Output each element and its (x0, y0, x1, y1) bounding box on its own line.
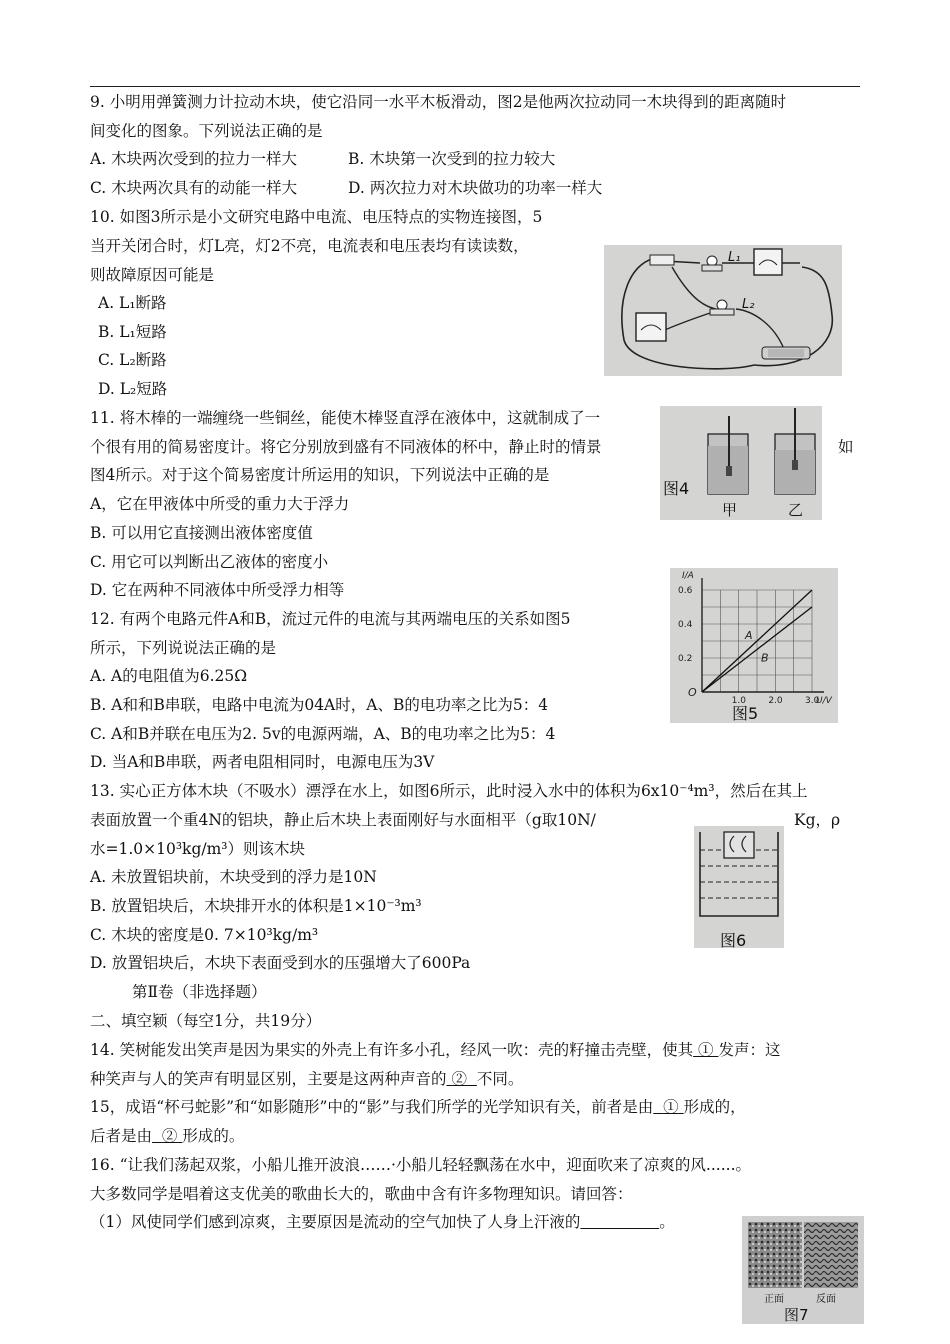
q9-stem-line2: 间变化的图象。下列说法正确的是 (90, 122, 323, 140)
q11-option-d: D. 它在两种不同液体中所受浮力相等 (90, 581, 345, 599)
q14-blank2: ② (451, 1070, 467, 1088)
q10-option-a: A. L₁断路 (98, 294, 167, 312)
q14-line1-text: 14. 笑树能发出笑声是因为果实的外壳上有许多小孔，经风一吹：壳的籽撞击壳壁，使其 (90, 1041, 694, 1059)
circuit-diagram (604, 245, 842, 376)
label-back: 反面 (816, 1294, 836, 1305)
q12-option-c: C. A和B并联在电压为2. 5v的电源两端，A、B的电功率之比为5：4 (90, 725, 556, 743)
iu-chart (670, 568, 838, 723)
q15-line1-text: 15，成语“杯弓蛇影”和“如影随形”中的“影”与我们所学的光学知识有关，前者是由 (90, 1098, 654, 1116)
q14-line2 (90, 1069, 523, 1089)
q16-blank (580, 1213, 659, 1231)
q14-line1-end: 发声：这 (718, 1041, 781, 1059)
q12-stem-line2: 所示，下列说说法正确的是 (90, 639, 277, 657)
y-tick-label: 0.6 (678, 586, 693, 596)
q12-option-a: A. A的电阻值为6.25Ω (90, 667, 248, 685)
q11-option-a: A，它在甲液体中所受的重力大于浮力 (90, 495, 350, 513)
q15-line2 (90, 1126, 244, 1146)
figure-5-chart (670, 568, 838, 723)
q10-option-c: C. L₂断路 (98, 351, 167, 369)
q16-line2: 大多数同学是唱着这支优美的歌曲长大的，歌曲中含有许多物理知识。请回答： (90, 1185, 633, 1203)
q14-blank1: ① (698, 1041, 714, 1059)
label-jia: 甲 (722, 501, 738, 519)
series-label-A: A (745, 629, 753, 642)
volume-title: 第Ⅱ卷（非选择题） (132, 983, 267, 1001)
x-axis-label: U/V (816, 696, 832, 706)
figure-4-density-meter (660, 406, 822, 520)
q9-option-a: A. 木块两次受到的拉力一样大 (90, 150, 298, 168)
label-l2: L₂ (742, 297, 755, 312)
x-tick-label: 2.0 (768, 696, 783, 706)
q15-blank2: ② (161, 1127, 178, 1145)
y-tick-label: 0.2 (678, 654, 693, 664)
section-heading: 二、填空颖（每空1分，共19分） (90, 1012, 322, 1030)
q11-stem-line2-tail: 如 (838, 438, 854, 456)
q15-line1 (90, 1097, 746, 1117)
q16-sub1-text: （1）风使同学们感到凉爽，主要原因是流动的空气加快了人身上汗液的 (90, 1213, 581, 1231)
header-rule (90, 86, 860, 87)
q13-option-c: C. 木块的密度是0. 7×10³kg/m³ (90, 926, 319, 944)
figure-7-texture (742, 1216, 864, 1324)
q12-option-b: B. A和和B串联，电路中电流为04A时，A、B的电功率之比为5：4 (90, 696, 549, 714)
series-label-B: B (761, 651, 769, 665)
q15-line2-end: 形成的。 (182, 1127, 245, 1145)
origin-label: O (688, 686, 697, 699)
q11-stem-line1: 11. 将木棒的一端缠绕一些铜丝，能使木棒竖直浮在液体中，这就制成了一 (90, 409, 601, 427)
y-tick-label: 0.4 (678, 620, 693, 630)
q15-blank1: ① (663, 1098, 679, 1116)
q10-stem-line2: 当开关闭合时，灯L亮，灯2不亮，电流表和电压表均有读读数， (90, 237, 529, 255)
q13-option-a: A. 未放置铝块前，木块受到的浮力是10N (90, 868, 377, 886)
q11-option-b: B. 可以用它直接测出液体密度值 (90, 524, 313, 542)
figure-7-caption: 图7 (784, 1306, 809, 1324)
q16-sub1-end: 。 (659, 1213, 675, 1231)
q11-option-c: C. 用它可以判断出乙液体的密度小 (90, 553, 329, 571)
q10-stem-line3: 则故障原因可能是 (90, 266, 215, 284)
label-l1: L₁ (728, 250, 741, 265)
q14-line2-end: 不同。 (476, 1070, 524, 1088)
q14-line1 (90, 1040, 781, 1060)
q13-stem-line2-tail: Kg，ρ (794, 811, 841, 829)
figure-5-caption: 图5 (732, 704, 759, 723)
q15-line1-end: 形成的， (683, 1098, 746, 1116)
x-tick-label: 1.0 (731, 696, 746, 706)
x-tick-label: 3.0 (805, 696, 820, 706)
q16-line1: 16. “让我们荡起双浆，小船儿推开波浪……·小船儿轻轻飘荡在水中，迎面吹来了凉爽的风......。 (90, 1156, 751, 1174)
q11-stem-line2: 个很有用的简易密度计。将它分别放到盛有不同液体的杯中，静止时的情景 (90, 438, 602, 456)
q11-stem-line3: 图4所示。对于这个简易密度计所运用的知识，下列说法中正确的是 (90, 466, 550, 484)
q12-stem-line1: 12. 有两个电路元件A和B，流过元件的电流与其两端电压的关系如图5 (90, 610, 571, 628)
figure-3-circuit (604, 245, 842, 376)
label-front: 正面 (764, 1294, 784, 1305)
q15-line2-text: 后者是由 (90, 1127, 153, 1145)
q9-option-c: C. 木块两次具有的动能一样大 (90, 179, 298, 197)
figure-6-block (694, 826, 784, 948)
figure-6-caption: 图6 (720, 931, 747, 950)
q13-option-d: D. 放置铝块后，木块下表面受到水的压强增大了600Pa (90, 954, 471, 972)
label-yi: 乙 (788, 501, 804, 519)
q16-sub1 (90, 1212, 675, 1232)
figure-4-caption: 图4 (663, 479, 690, 498)
q13-stem-line2: 表面放置一个重4N的铝块，静止后木块上表面刚好与水面相平（g取10N/ (90, 811, 596, 829)
q13-option-b: B. 放置铝块后，木块排开水的体积是1×10⁻³m³ (90, 897, 422, 915)
q9-option-b: B. 木块第一次受到的拉力较大 (348, 150, 556, 168)
q12-option-d: D. 当A和B串联，两者电阻相同时，电源电压为3V (90, 753, 435, 771)
q9-stem-line1: 9. 小明用弹簧测力计拉动木块，使它沿同一水平木板滑动，图2是他两次拉动同一木块得到的距离随时 (90, 93, 787, 111)
q10-option-b: B. L₁短路 (98, 323, 167, 341)
q10-option-d: D. L₂短路 (98, 380, 168, 398)
y-axis-label: I/A (682, 571, 694, 581)
q13-stem-line1: 13. 实心正方体木块（不吸水）漂浮在水上，如图6所示，此时浸入水中的体积为6x10⁻⁴m³，然后在其上 (90, 782, 808, 800)
q10-stem-line1: 10. 如图3所示是小文研究电路中电流、电压特点的实物连接图，5 (90, 208, 543, 226)
q14-line2-text: 种笑声与人的笑声有明显区别，主要是这两种声音的 (90, 1070, 447, 1088)
q9-option-d: D. 两次拉力对木块做功的功率一样大 (348, 179, 603, 197)
q13-stem-line3: 水=1.0×10³kg/m³）则该木块 (90, 840, 306, 858)
